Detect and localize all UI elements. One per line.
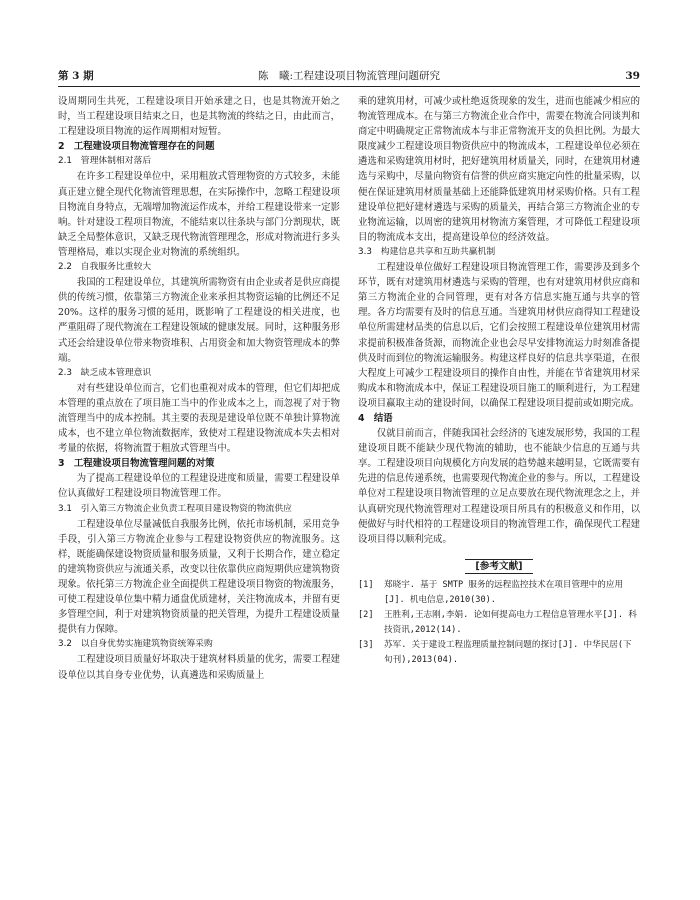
- section-heading: 4 结语: [358, 412, 393, 424]
- body-paragraph: 工程建设单位尽量减低自我服务比例，依托市场机制，采用竞争手段，引入第三方物流企业参与工程建设物资供应的物流服务。这样，既能确保建设物资质量和服务质量，又利于长期合作，建立稳定的建筑物资供应与流通关系，改变以往依靠供应商短期供应建筑物资现象。依托第三方物流企业全面提供工程建设项目物资的物流服务，可使工程建设单位集中精力通盘优质建材，关注物流成本，并留有更多管理空间，利于对建筑物资质量的把关管理，为提升工程建设质量提供有力保障。: [58, 518, 340, 636]
- reference-item: [358, 608, 640, 638]
- reference-item: [358, 578, 640, 608]
- subsection-heading: 2.2 自我服务比重较大: [58, 262, 152, 273]
- section-heading: 3 工程建设项目物流管理问题的对策: [58, 458, 215, 470]
- body-paragraph: 工程建设单位做好工程建设项目物流管理工作，需要涉及到多个环节，既有对建筑用材遴选与采购的管理，也有对建筑用材供应商和第三方物流企业的合同管理，更有对各方信息实施互通与共享的管理。各方均需要有及时的信息互通。当建筑用材供应商得知工程建设单位所需建材品类的信息以后，它们会按照工程建设单位建筑用材需求提前积极准备货源，而物流企业也会尽早安排物流运力时刻准备提供及时而到位的物流运输服务。构建这样良好的信息共享渠道，在很大程度上可减少工程建设项目的操作自由性，并能在节省建筑用材采购成本和物流成本中，保证工程建设项目施工的顺利进行，为工程建设项目赢取主动的建设时间，以确保工程建设项目提前或如期完成。: [358, 262, 640, 409]
- body-paragraph: 乘的建筑用材，可减少或杜绝返货现象的发生，进而也能减少相应的物流管理成本。在与第三方物流企业合作中，需要在物流合同谈判和商定中明确规定正常物流成本与非正常物流开支的负担比例。为最大限度减少工程建设项目物资供应中的物流成本，工程建设单位必须在遴选和采购建筑用材时，把好建筑用材质量关，同时，在建筑用材遴选与采购中，尽量向物资有信誉的供应商实施定向性的批量采购，以便在保证建筑用材质量基础上还能降低建筑用材采购价格。只有工程建设单位把好建材遴选与采购的质量关，再结合第三方物流企业的专业物流运输，以周密的建筑用材物流方案管理，才可降低工程建设项目的物流成本支出，提高建设单位的经济效益。: [358, 96, 640, 243]
- body-paragraph: 仅就目前而言，伴随我国社会经济的飞速发展形势，我国的工程建设项目既不能缺少现代物流的辅助，也不能缺少信息的互通与共享。工程建设项目向规模化方向发展的趋势越来越明显，它既需要有先进的信息传递系统，也需要现代物流企业的参与。所以，工程建设单位对工程建设项目物流管理的立足点要放在现代物流理念之上，并认真研究现代物流管理对工程建设项目所具有的积极意义和作用，以便做好与时代相符的工程建设项目的物流管理工作，确保现代工程建设项目得以顺利完成。: [358, 428, 640, 545]
- section-heading: 2 工程建设项目物流管理存在的问题: [58, 141, 215, 153]
- reference-text: 苏军. 关于建设工程监理质量控制问题的探讨[J]. 中华民居(下旬刊),2013(04).: [384, 639, 632, 665]
- body-paragraph: 工程建设项目质量好坏取决于建筑材料质量的优劣，需要工程建设单位以其自身专业优势，认真遴选和采购质量上: [58, 654, 340, 681]
- reference-text: 郑晓宇. 基于 SMTP 服务的远程监控技术在项目管理中的应用[J]. 机电信息,2010(30).: [384, 579, 624, 605]
- left-column: [58, 94, 340, 683]
- reference-text: 王胜利,王志刚,李娟. 论如何提高电力工程信息管理水平[J]. 科技资讯,2012(14).: [384, 609, 637, 635]
- right-column: [358, 94, 640, 668]
- reference-list: [358, 578, 640, 668]
- subsection-heading: 3.3 构建信息共享和互助共赢机制: [358, 246, 496, 257]
- reference-number: [3]: [358, 639, 374, 650]
- page-number: 39: [625, 70, 640, 82]
- running-title: 陈 曦:工程建设项目物流管理问题研究: [257, 70, 441, 82]
- body-paragraph: 设周期同生共死，工程建设项目开始承建之日，也是其物流开始之时，当工程建设项目结束之日，也是其物流的终结之日，由此而言，工程建设项目物流的运作周期相对短暂。: [58, 96, 340, 138]
- body-paragraph: 为了提高工程建设单位的工程建设进度和质量，需要工程建设单位认真做好工程建设项目物流管理工作。: [58, 473, 340, 500]
- reference-item: [358, 638, 640, 668]
- running-header: [58, 66, 640, 87]
- subsection-heading: 2.1 管理体制相对落后: [58, 156, 152, 167]
- issue-label: 第 3 期: [58, 70, 94, 82]
- body-paragraph: 我国的工程建设单位，其建筑所需物资有由企业或者是供应商提供的传统习惯，依靠第三方物流企业来承担其物资运输的比例还不足 20%。这样的服务习惯的延用，既影响了工程建设的相关进度，也严重阻碍了现代物流在工程建设领域的健康发展。同时，这种服务形式还会给建设单位带来物资堆积、占用资金和加大物资管理成本的弊端。: [58, 277, 340, 364]
- subsection-heading: 3.1 引入第三方物流企业负责工程项目建设物资的物流供应: [58, 503, 292, 514]
- right-column-body: [358, 94, 640, 547]
- subsection-heading: 3.2 以自身优势实施建筑物资统筹采购: [58, 639, 213, 650]
- reference-number: [2]: [358, 609, 374, 620]
- body-paragraph: 对有些建设单位而言，它们也重视对成本的管理，但它们却把成本管理的重点放在了项目施工当中的作业成本之上，而忽视了对于物流管理当中的成本控制。其主要的表现是建设单位既不单独计算物流成本，也不建立单位物流数据库，致使对工程建设物流成本失去相对考量的依据，将物流置于粗放式管理当中。: [58, 382, 340, 455]
- reference-number: [1]: [358, 579, 374, 590]
- references-title: [参考文献]: [358, 559, 640, 574]
- body-paragraph: 在许多工程建设单位中，采用粗放式管理物资的方式较多，未能真正建立健全现代化物流管理思想，在实际操作中，忽略工程建设项目物流自身特点，无端增加物流运作成本，并给工程建设带来一定影响。针对建设工程项目物流，不能结束以往条块与部门分割现状，既缺乏全局整体意识，又缺乏现代物流管理理念，形成对物流进行多头管理格局，难以实现企业对物流的系统组织。: [58, 171, 340, 258]
- subsection-heading: 2.3 缺乏成本管理意识: [58, 367, 152, 378]
